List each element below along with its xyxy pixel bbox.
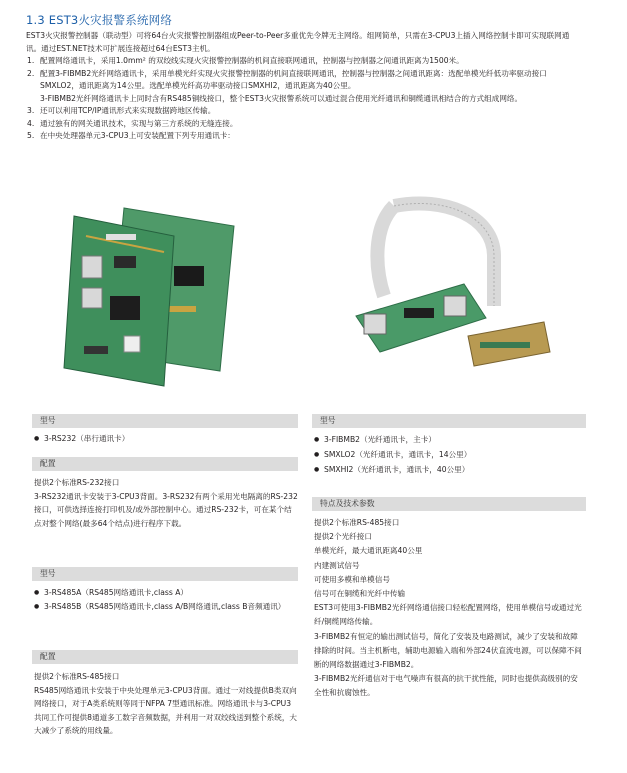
model-header-fiber: 型号 [312,414,586,428]
spec-line: 提供2个光纤接口 [314,532,372,542]
feature-list [26,55,581,143]
spec-line: 内建测试信号 [314,560,360,570]
pcb-card-photo-left [64,208,234,386]
spec-line: 提供2个标准RS-485接口 [314,518,400,527]
feature-item: 5. 在中央处理器单元3-CPU3上可安装配置下列专用通讯卡： [27,131,235,140]
page-title: 1.3 EST3火灾报警系统网络 [26,13,173,27]
config-header-rs232: 配置 [32,457,298,471]
intro-block [26,30,581,143]
config-header-rs485: 配置 [32,650,298,664]
fiber-card-photo-right [356,203,550,366]
list-item: ● SMXHI2（光纤通讯卡，通讯卡，40公里） [314,462,584,477]
intro-paragraph: EST3火灾报警控制器（联动型）可将64台火灾报警控制器组成Peer-to-Peer多重优先令牌无主网络。组网简单，只需在3-CPU3上插入网络控制卡即可实现联网通讯。通过EST.NET技术可扩展连接超过64台EST3主机。 [26,31,570,53]
spec-line: 3-FIBMB2光纤通信对于电气噪声有很高的抗干扰性能，同时也提供高级别的安全性和抗腐蚀性。 [314,674,578,698]
feature-item: 2. 配置3-FIBMB2光纤网络通讯卡，采用单模光纤实现火灾报警控制器的机间直接联网通讯，控制器与控制器之间通讯距离：选配单模光纤低功率驱动接口SMXLO2，通讯距离为14公里。选配单模光纤高功率驱动接口SMXHI2，通讯距离为40公里。 [27,68,547,90]
list-item: ● 3-RS485B（RS485网络通讯卡,class A/B网络通讯,class B音频通讯） [34,600,298,614]
model-header-rs232: 型号 [32,414,298,428]
model-list-fiber [314,432,584,477]
list-item: ● SMXLO2（光纤通讯卡，通讯卡，14公里） [314,447,584,462]
model-list-rs232 [34,432,294,446]
feature-item: 3. 还可以利用TCP/IP通讯形式来实现数据跨地区传输。 [27,106,216,115]
config-text-rs232 [34,476,298,530]
feature-item: 1. 配置网络通讯卡，采用1.0mm² 的双绞线实现火灾报警控制器的机间直接联网通讯，控制器与控制器之间通讯距离为1500米。 [27,56,464,65]
list-item: ● 3-RS485A（RS485网络通讯卡,class A） [34,586,298,600]
spec-list-fiber [314,516,582,701]
spec-line: 信号可在铜缆和光纤中传输 [314,589,406,599]
config-line: 提供2个标准RS-232接口 [34,478,120,487]
model-header-rs485: 型号 [32,567,298,581]
product-photos [24,196,604,396]
config-line: 3-RS232通讯卡安装于3-CPU3背面。3-RS232有两个采用光电隔离的RS-232接口，可供选择连接打印机及/或外部控制中心。通过RS-232卡，可在某个结点对整个网络(最多64个结点)进行程序下载。 [34,491,298,528]
config-text-rs485 [34,670,298,738]
spec-line: 可使用多模和单模信号 [314,574,390,584]
config-line: RS485网络通讯卡安装于中央处理单元3-CPU3背面。通过一对线提供B类双向网络接口，对于A类系统则等同于NFPA 7型通讯标准。网络通讯卡与3-CPU3共同工作可提供8通道多工数字音频数据，并利用一对双绞线送到整个系统，大大减少了系统的用线量。 [34,685,298,735]
spec-header-fiber: 特点及技术参数 [312,497,586,511]
list-item: ● 3-FIBMB2（光纤通讯卡，主卡） [314,432,584,447]
feature-item: 3-FIBMB2光纤网络通讯卡上同时含有RS485铜线接口，整个EST3火灾报警系统可以通过混合使用光纤通讯和铜缆通讯相结合的方式组成网络。 [40,93,523,103]
config-line: 提供2个标准RS-485接口 [34,672,120,681]
spec-line: 单模光纤，最大通讯距离40公里 [314,546,423,556]
model-list-rs485 [34,586,298,613]
spec-line: EST3可使用3-FIBMB2光纤网络通信接口轻松配置网络，使用单模信号或通过光纤/铜缆网络传输。 [314,603,582,627]
spec-line: 3-FIBMB2有恒定的输出测试信号，简化了安装及电路测试，减少了安装和故障排除的时间。当主机断电，辅助电源输入端和外部24伏直流电源，可以保障不间断的网络数据通过3-FIBMB2。 [314,631,582,670]
feature-item: 4. 通过独有的网关通讯技术，实现与第三方系统的无缝连接。 [27,118,238,128]
list-item: ● 3-RS232（串行通讯卡） [34,432,294,446]
